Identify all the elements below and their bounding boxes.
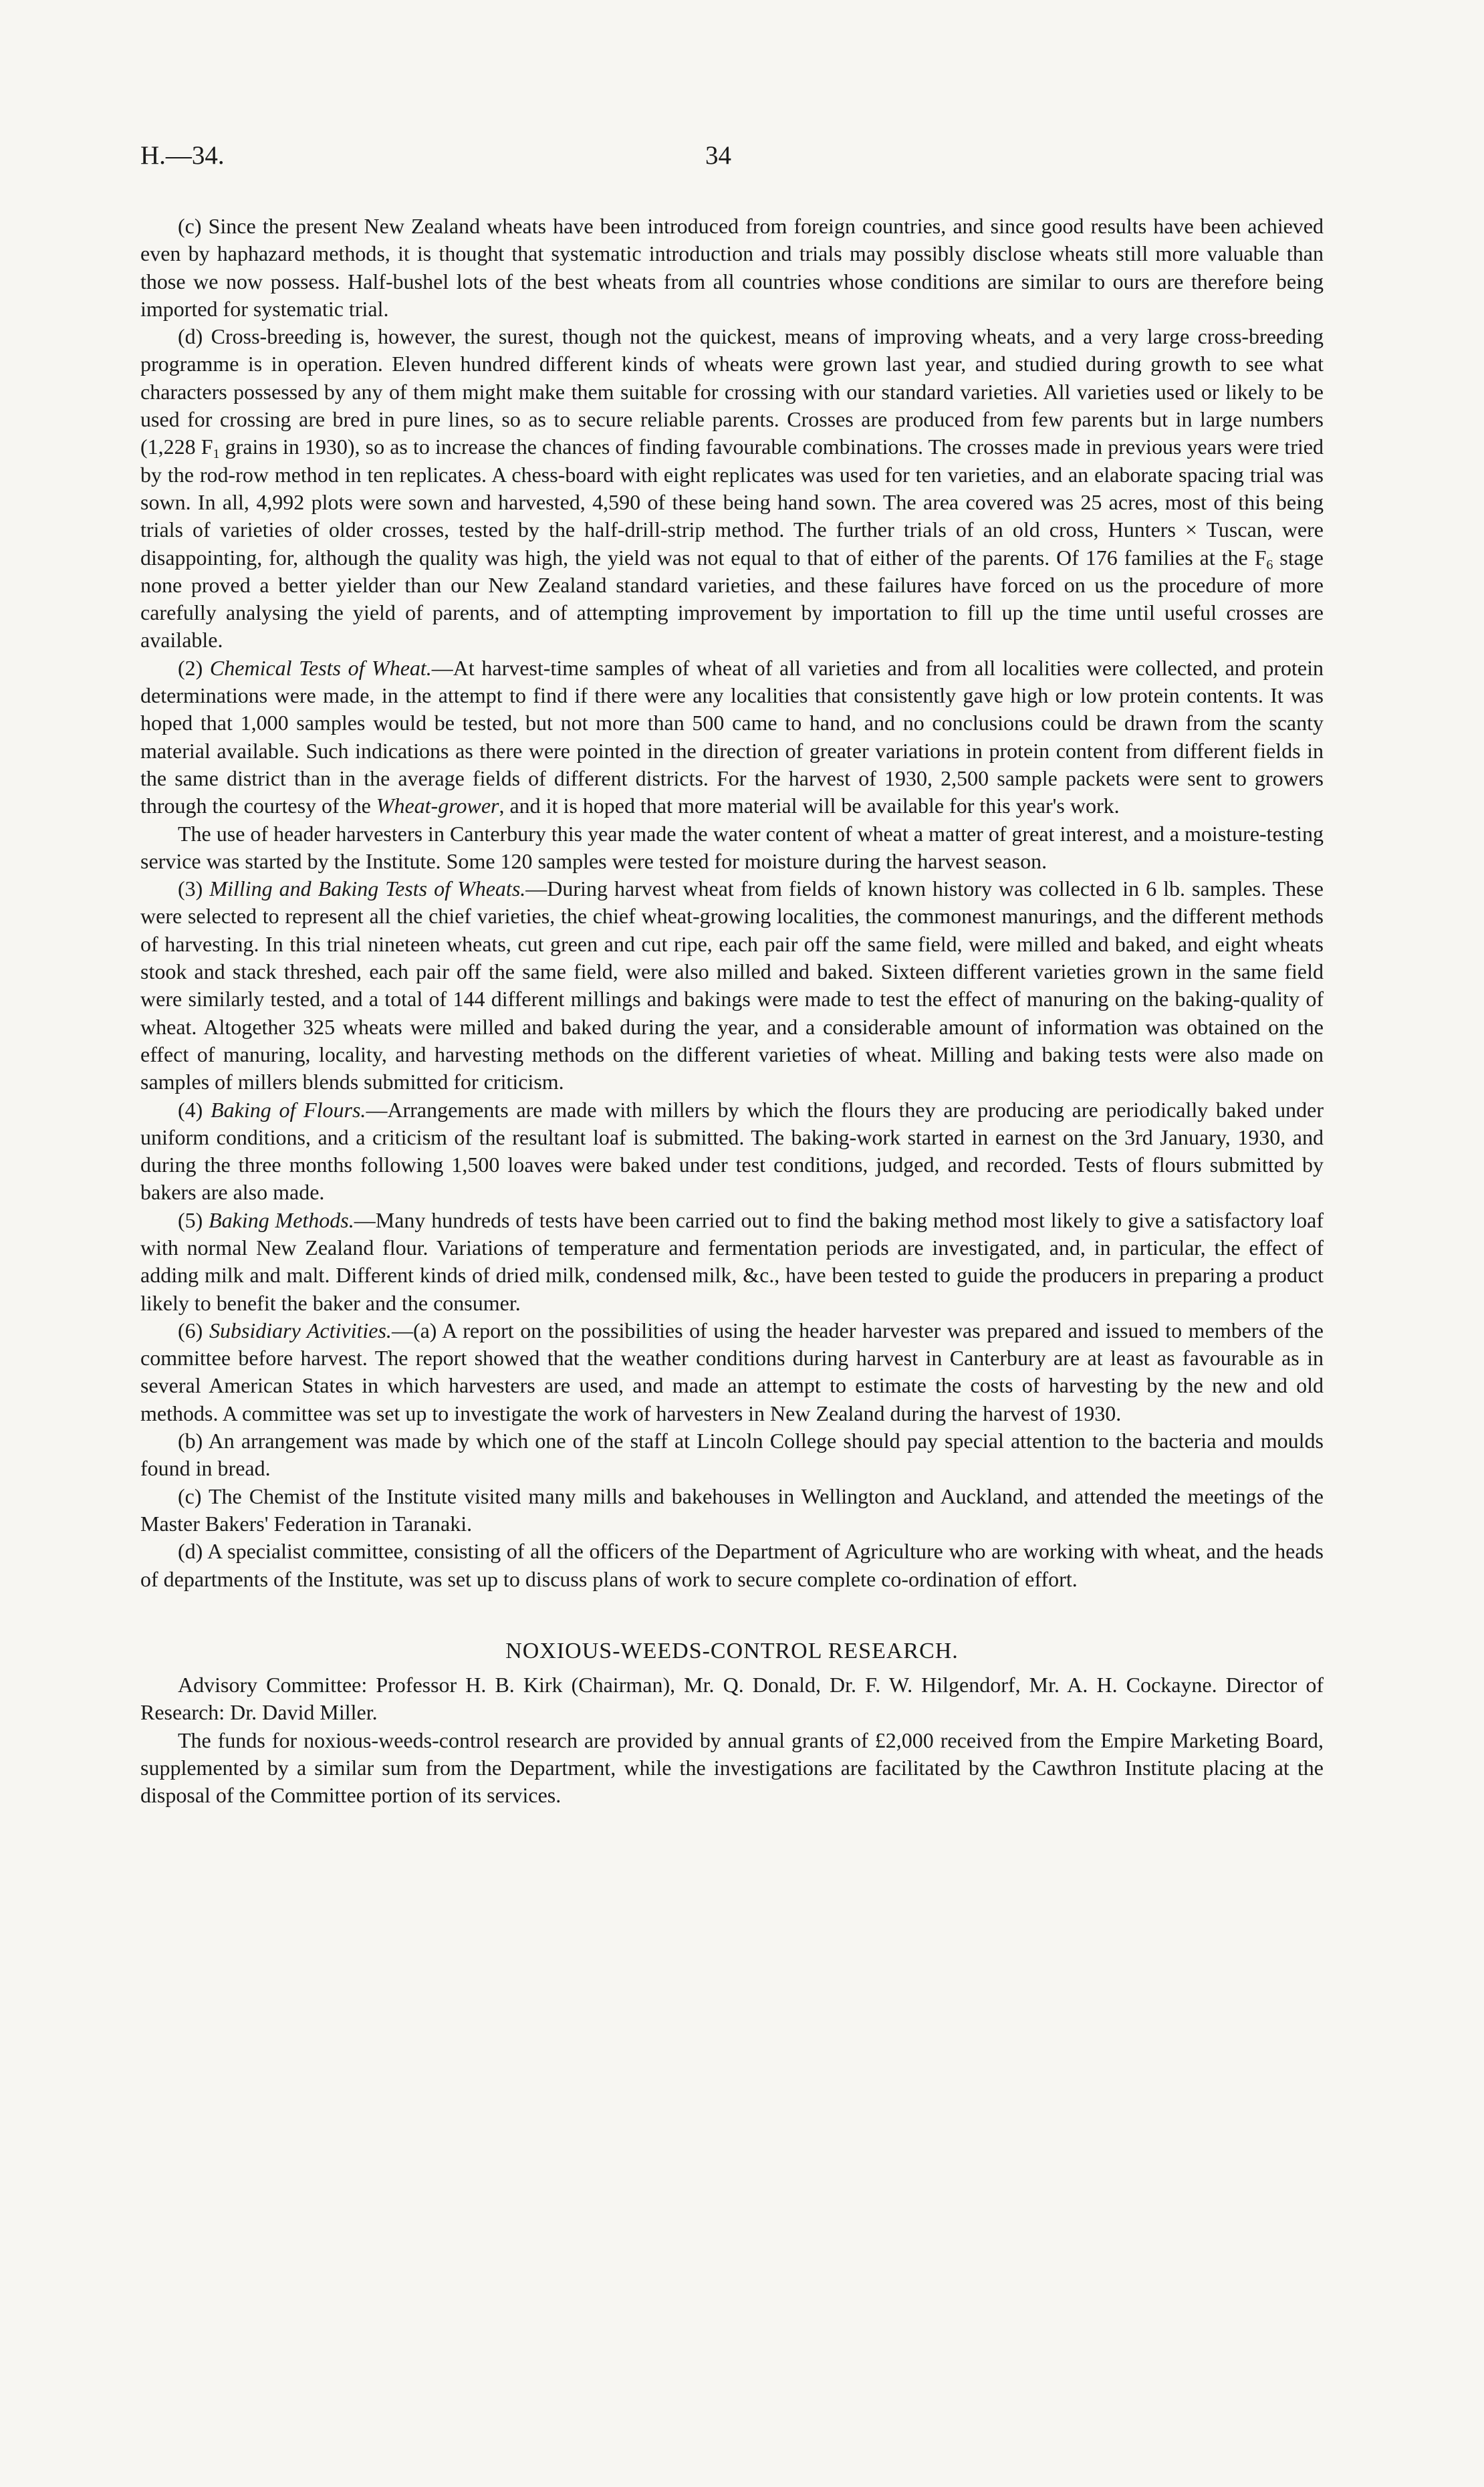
paragraph-funding (140, 1727, 1324, 1810)
paragraph-advisory-committee (140, 1671, 1324, 1727)
page-header (140, 140, 1344, 181)
paragraph-subsidiary-activities (140, 1317, 1324, 1427)
paragraph-text: , and it is hoped that more material will be available for this year's work. (499, 794, 1120, 818)
paragraph-milling-baking (140, 875, 1324, 1096)
paragraph-text: —(a) A report on the possibilities of using the header harvester was prepared and issued to members of the committee before harvest. The report showed that the weather conditions during harvest in Canterbury are at least as favourable as in several American States in which harvesters are used, and made an attempt to estimate the costs of harvesting by the new and old methods. A committee was set up to investigate the work of harvesters in New Zealand during the harvest of 1930. (140, 1318, 1324, 1425)
paragraph-text: —Arrangements are made with millers by which the flours they are producing are periodically baked under uniform conditions, and a criticism of the resultant loaf is submitted. The baking-work started in earnest on the 3rd January, 1930, and during the three months following 1,500 loaves were baked under test conditions, judged, and recorded. Tests of flours submitted by bakers are also made. (140, 1097, 1324, 1205)
section-heading: NOXIOUS-WEEDS-CONTROL RESEARCH. (505, 1638, 959, 1663)
document-reference: H.—34. (140, 141, 225, 170)
paragraph-text: —At harvest-time samples of wheat of all varieties and from all localities were collected, and protein determinations were made, in the attempt to find if there were any localities that consistently gave high or low protein contents. It was hoped that 1,000 samples would be tested, but not more than 500 came to hand, and no conclusions could be drawn from the scanty material available. Such indications as there were pointed in the direction of greater variations in protein content from different fields in the same district than in the average fields of different districts. For the harvest of 1930, 2,500 sample packets were sent to growers through the courtesy of the (140, 655, 1324, 818)
paragraph-lead: (6) (178, 1318, 209, 1342)
paragraph-text: The use of header harvesters in Canterbury this year made the water content of wheat a matter of great interest, and a moisture-testing service was started by the Institute. Some 120 samples were tested for moisture during the harvest season. (140, 821, 1324, 873)
paragraph-lead: (3) (178, 876, 210, 901)
subscript: 6 (1266, 557, 1273, 572)
paragraph-specialist-committee (140, 1538, 1324, 1593)
paragraph-title: Chemical Tests of Wheat. (209, 655, 432, 680)
paragraph-text: (c) The Chemist of the Institute visited many mills and bakehouses in Wellington and Auckland, and attended the meetings of the Master Bakers' Federation in Taranaki. (140, 1484, 1324, 1536)
paragraph-text: stage none proved a better yielder than our New Zealand standard varieties, and these failures have forced on us the procedure of more carefully analysing the yield of parents, and of attempting improvement by importation to fill up the time until useful crosses are available. (140, 545, 1324, 653)
paragraph-title: Milling and Baking Tests of Wheats. (209, 876, 526, 901)
paragraph-text: (d) Cross-breeding is, however, the surest, though not the quickest, means of improving wheats, and a very large cross-breeding programme is in operation. Eleven hundred different kinds of wheats were grown last year, and studied during growth to see what characters possessed by any of them might make them suitable for crossing with our standard varieties. All varieties used or likely to be used for crossing are bred in pure lines, so as to secure reliable parents. Crosses are produced from few parents but in large numbers (1,228 F (140, 324, 1324, 459)
paragraph-chemist-visits (140, 1483, 1324, 1538)
publication-title: Wheat-grower (376, 794, 499, 818)
paragraph-baking-flours (140, 1096, 1324, 1207)
paragraph-lead: (2) (178, 655, 210, 680)
paragraph-baking-methods (140, 1207, 1324, 1317)
paragraph-lead: (5) (178, 1207, 209, 1232)
paragraph-text: —During harvest wheat from fields of known history was collected in 6 lb. samples. These were selected to represent all the chief varieties, the chief wheat-growing localities, the commonest manurings, and the different methods of harvesting. In this trial nineteen wheats, cut green and cut ripe, each pair off the same field, were milled and baked, and eight wheats stook and stack threshed, each pair off the same field, were also milled and baked. Sixteen different varieties grown in the same field were similarly tested, and a total of 144 different millings and bakings were made to test the effect of manuring on the baking-quality of wheat. Altogether 325 wheats were milled and baked during the year, and a considerable amount of information was obtained on the effect of manuring, locality, and harvesting methods on the different varieties of wheat. Milling and baking tests were also made on samples of millers blends submitted for criticism. (140, 876, 1324, 1094)
paragraph-text: grains in 1930), so as to increase the chances of finding favourable combinations. The crosses made in previous years were tried by the rod-row method in ten replicates. A chess-board with eight replicates was used for ten varieties, and an elaborate spacing trial was sown. In all, 4,992 plots were sown and harvested, 4,590 of these being hand sown. The area covered was 25 acres, most of this being trials of varieties of older crosses, tested by the half-drill-strip method. The further trials of an old cross, Hunters × Tuscan, were disappointing, for, although the quality was high, the yield was not equal to that of either of the parents. Of 176 families at the F (140, 435, 1324, 570)
subscript: 1 (213, 447, 220, 462)
document-body (140, 213, 1324, 1810)
paragraph-header-harvesters (140, 820, 1324, 876)
paragraph-text: (c) Since the present New Zealand wheats have been introduced from foreign countries, and since good results have been achieved even by haphazard methods, it is thought that systematic introduction and trials may possibly disclose wheats still more valuable than those we now possess. Half-bushel lots of the best wheats from all countries whose conditions are similar to ours are therefore being imported for systematic trial. (140, 214, 1324, 321)
paragraph-text: —Many hundreds of tests have been carried out to find the baking method most likely to give a satisfactory loaf with normal New Zealand flour. Variations of temperature and fermentation periods are investigated, and, in particular, the effect of adding milk and malt. Different kinds of dried milk, condensed milk, &c., have been tested to guide the producers in preparing a product likely to benefit the baker and the consumer. (140, 1207, 1324, 1315)
paragraph-text: (b) An arrangement was made by which one of the staff at Lincoln College should pay special attention to the bacteria and moulds found in bread. (140, 1429, 1324, 1481)
paragraph-lead: (4) (178, 1097, 211, 1122)
paragraph-title: Subsidiary Activities. (209, 1318, 392, 1342)
paragraph-text: (d) A specialist committee, consisting of all the officers of the Department of Agriculture who are working with wheat, and the heads of departments of the Institute, was set up to discuss plans of work to secure complete co-ordination of effort. (140, 1539, 1324, 1591)
paragraph-lincoln-college (140, 1427, 1324, 1483)
paragraph-foreign-wheats (140, 213, 1324, 323)
paragraph-title: Baking Methods. (209, 1207, 354, 1232)
paragraph-text: Advisory Committee: Professor H. B. Kirk (Chairman), Mr. Q. Donald, Dr. F. W. Hilgendorf, Mr. A. H. Cockayne. Director of Research: Dr. David Miller. (140, 1673, 1324, 1725)
paragraph-cross-breeding (140, 323, 1324, 655)
paragraph-title: Baking of Flours. (211, 1097, 366, 1122)
page-number: 34 (705, 141, 731, 170)
paragraph-chemical-tests (140, 655, 1324, 820)
paragraph-text: The funds for noxious-weeds-control research are provided by annual grants of £2,000 received from the Empire Marketing Board, supplemented by a similar sum from the Department, while the investigations are facilitated by the Cawthron Institute placing at the disposal of the Committee portion of its services. (140, 1728, 1324, 1808)
